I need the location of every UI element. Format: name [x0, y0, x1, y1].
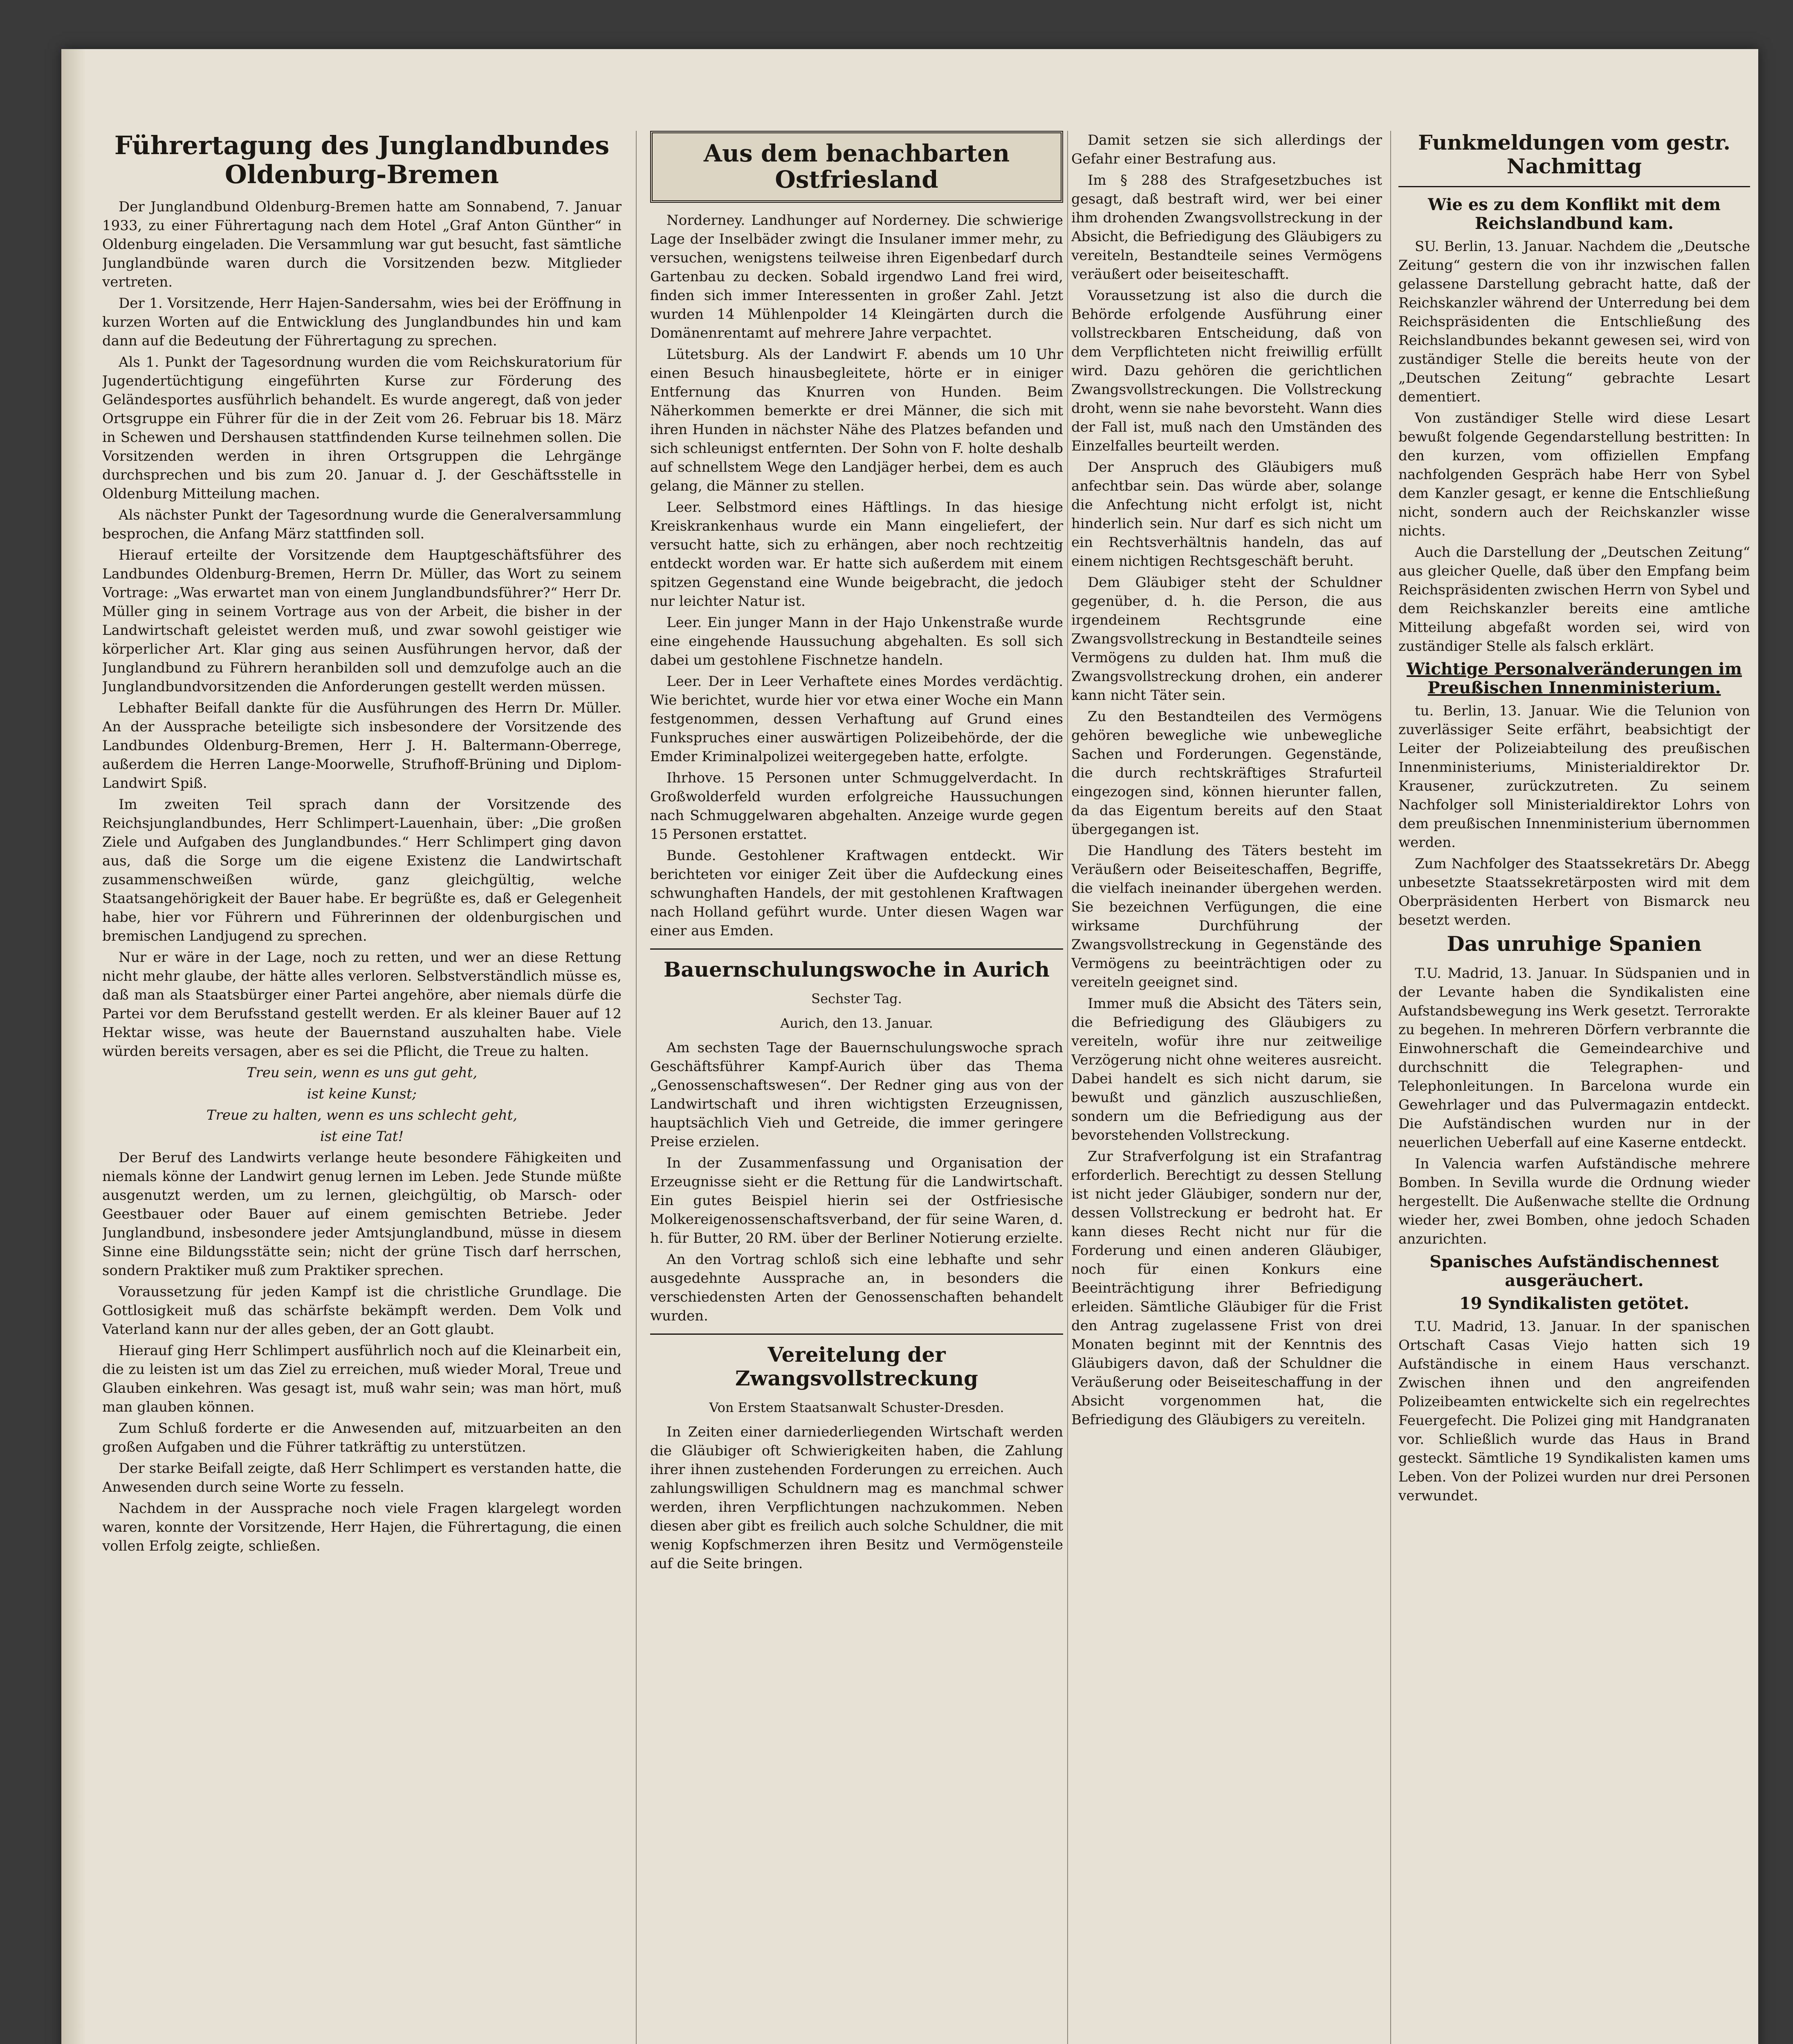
page-spine — [61, 49, 86, 2044]
byline: Von Erstem Staatsanwalt Schuster-Dresden. — [709, 1400, 1004, 1416]
paragraph: T.U. Madrid, 13. Januar. In der spanischen Ortschaft Casas Viejo hatten sich 19 Aufständische in einem Haus verschanzt. Zwischen ihnen und den angreifenden Polizeibeamten entwickelte sich ein regelrechtes Feuergefecht. Die Polizei ging mit Handgranaten vor. Schließlich wurde das Haus in Brand gesteckt. Sämtliche 19 Syndikalisten kamen ums Leben. Von der Polizei wurden nur drei Personen verwundet. — [1398, 1318, 1750, 1504]
paragraph: Leer. Selbstmord eines Häftlings. In das hiesige Kreiskrankenhaus wurde ein Mann eingeliefert, der versucht hatte, sich zu erhängen, aber noch rechtzeitig entdeckt worden war. Er hatte sich außerdem mit einem spitzen Gegenstand eine Wunde beigebracht, die jedoch nur leichter Natur ist. — [650, 499, 1063, 610]
paragraph: Voraussetzung für jeden Kampf ist die christliche Grundlage. Die Gottlosigkeit muß das schärfste bekämpft werden. Dem Volk und Vaterland kann nur der alles geben, der an Gott glaubt. — [102, 1283, 622, 1338]
column-4 — [1398, 131, 1750, 2044]
paragraph: Bunde. Gestohlener Kraftwagen entdeckt. Wir berichteten vor einiger Zeit über die Aufdeckung eines schwunghaften Handels, der mit gestohlenen Kraftwagen nach Holland geführt wurde. Unter diesen Wagen war einer aus Emden. — [650, 847, 1063, 939]
article-title-zwangsvollstreckung: Vereitelung der Zwangsvollstreckung — [735, 1342, 978, 1390]
headline-personal: Wichtige Personalveränderungen im Preußischen Innenministerium. — [1406, 659, 1742, 697]
headline-konflikt: Wie es zu dem Konflikt mit dem Reichslandbund kam. — [1428, 195, 1721, 233]
column-1 — [102, 131, 622, 2044]
paragraph: Nachdem in der Aussprache noch viele Fragen klargelegt worden waren, konnte der Vorsitzende, Herr Hajen, die Führertagung, die einen vollen Erfolg zeigte, schließen. — [102, 1500, 622, 1554]
paragraph: Hierauf ging Herr Schlimpert ausführlich noch auf die Kleinarbeit ein, die zu leisten ist um das Ziel zu erreichen, muß wieder Moral, Treue und Glauben einkehren. Was gesagt ist, muß wahr sein; was man hört, muß man glauben können. — [102, 1342, 622, 1415]
headline-spanien: Das unruhige Spanien — [1447, 932, 1702, 956]
section-title-funkmeldungen: Funkmeldungen vom gestr. Nachmittag — [1418, 131, 1730, 178]
separator — [1398, 186, 1750, 187]
paragraph: Zu den Bestandteilen des Vermögens gehören bewegliche wie unbewegliche Sachen und Forderungen. Gegenstände, die durch rechtskräftiges Strafurteil eingezogen sind, können hierunter fallen, da das Eigentum bereits auf den Staat übergegangen ist. — [1071, 708, 1382, 838]
newspaper-page — [61, 49, 1758, 2044]
paragraph: In Zeiten einer darniederliegenden Wirtschaft werden die Gläubiger oft Schwierigkeiten haben, die Zahlung ihrer ihnen zustehenden Forderungen zu erreichen. Auch zahlungswilligen Schuldnern mag es manchmal schwer werden, ihren Verpflichtungen nachzukommen. Neben diesen aber gibt es freilich auch solche Schuldner, die mit wenig Kopfschmerzen ihren Besitz und Vermögensteile auf die Seite bringen. — [650, 1424, 1063, 1572]
paragraph: Von zuständiger Stelle wird diese Lesart bewußt folgende Gegendarstellung bestritten: In den kurzen, vom offiziellen Empfang nachfolgenden Gespräch habe Herr von Sybel dem Kanzler gesagt, er kenne die Entschließung nicht, sondern auch der Reichskanzler wisse nichts. — [1398, 410, 1750, 539]
verse-line: ist keine Kunst; — [307, 1085, 417, 1102]
verse-line: Treue zu halten, wenn es uns schlecht geht, — [206, 1107, 518, 1123]
paragraph: An den Vortrag schloß sich eine lebhafte und sehr ausgedehnte Aussprache an, in besonders die verschiedensten Arten der Genossenschaften behandelt wurden. — [650, 1251, 1063, 1325]
dateline: Aurich, den 13. Januar. — [780, 1015, 933, 1031]
paragraph: Leer. Der in Leer Verhaftete eines Mordes verdächtig. Wie berichtet, wurde hier vor etwa einer Woche ein Mann festgenommen, dessen Verhaftung auf Grund eines Funkspruches einer auswärtigen Polizeibehörde, der die Emder Kriminalpolizei weitergegeben hatte, erfolgte. — [650, 673, 1063, 765]
section-box-ostfriesland: Aus dem benachbarten Ostfriesland — [650, 131, 1063, 203]
paragraph: Lebhafter Beifall dankte für die Ausführungen des Herrn Dr. Müller. An der Aussprache beteiligte sich insbesondere der Vorsitzende des Landbundes Oldenburg-Bremen, Herr J. H. Baltermann-Oberrege, außerdem die Herren Lange-Moorwelle, Strufhoff-Brüning und Diplom-Landwirt Spiß. — [102, 699, 622, 791]
verse — [102, 1063, 622, 1146]
verse-line: ist eine Tat! — [320, 1128, 404, 1145]
paragraph: SU. Berlin, 13. Januar. Nachdem die „Deutsche Zeitung“ gestern die von ihr inzwischen fallen gelassene Darstellung gebracht hatte, daß der Reichskanzler während der Unterredung bei dem Reichspräsidenten die Entschließung des Reichslandbundes bekannt gewesen sei, wird von zuständiger Stelle die bereits heute von der „Deutschen Zeitung“ gebrachte Lesart dementiert. — [1398, 238, 1750, 405]
paragraph: Norderney. Landhunger auf Norderney. Die schwierige Lage der Inselbäder zwingt die Insulaner immer mehr, zu versuchen, wenigstens teilweise ihren Eigenbedarf durch Gartenbau zu decken. Sobald irgendwo Land frei wird, finden sich immer Interessenten in großer Zahl. Jetzt wurden 14 Mühlenpolder 14 Kleingärten durch die Domänenrentamt auf mehrere Jahre verpachtet. — [650, 212, 1063, 341]
paragraph: Hierauf erteilte der Vorsitzende dem Hauptgeschäftsführer des Landbundes Oldenburg-Bremen, Herrn Dr. Müller, das Wort zu seinem Vortrage: „Was erwartet man von einem Junglandbundsführer?“ Herr Dr. Müller ging in seinem Vortrage aus von der Arbeit, die bisher in der Landwirtschaft geleistet werden muß, und zwar sowohl geistiger wie körperlicher Art. Klar ging aus seinen Ausführungen hervor, daß der Junglandbund zu Führern heranbilden soll und demzufolge auch an die Junglandbundvorsitzenden die Anforderungen gestellt werden müssen. — [102, 547, 622, 695]
paragraph: tu. Berlin, 13. Januar. Wie die Telunion von zuverlässiger Seite erfährt, beabsichtigt der Leiter der Polizeiabteilung des preußischen Innenministeriums, Ministerialdirektor Dr. Krausener, zurückzutreten. Zu seinem Nachfolger soll Ministerialdirektor Lohrs von dem preußischen Innenministerium übernommen werden. — [1398, 703, 1750, 851]
paragraph: Als 1. Punkt der Tagesordnung wurden die vom Reichskuratorium für Jugendertüchtigung eingeführten Kurse zur Förderung des Geländesportes ausführlich behandelt. Es wurde angeregt, daß von jeder Ortsgruppe ein Führer für die in der Zeit vom 26. Februar bis 18. März in Schewen und Dershausen stattfindenden Kurse teilnehmen sollen. Die Vorsitzenden werden in ihren Ortsgruppen die Lehrgänge durchsprechen und bis zum 20. Januar d. J. der Geschäftsstelle in Oldenburg Mitteilung machen. — [102, 354, 622, 502]
paragraph: Damit setzen sie sich allerdings der Gefahr einer Bestrafung aus. — [1071, 132, 1382, 167]
column-rule — [636, 131, 637, 2044]
paragraph: Der starke Beifall zeigte, daß Herr Schlimpert es verstanden hatte, die Anwesenden durch seine Worte zu fesseln. — [102, 1460, 622, 1495]
paragraph: In Valencia warfen Aufständische mehrere Bomben. In Sevilla wurde die Ordnung wieder hergestellt. Die Außenwache stellte die Ordnung wieder her, zwei Bomben, ohne jedoch Schaden anzurichten. — [1398, 1155, 1750, 1247]
paragraph: Zum Schluß forderte er die Anwesenden auf, mitzuarbeiten an den großen Aufgaben und die Führer tatkräftig zu unterstützen. — [102, 1420, 622, 1455]
paragraph: Am sechsten Tage der Bauernschulungswoche sprach Geschäftsführer Kampf-Aurich über das Thema „Genossenschaftswesen“. Der Redner ging aus von der Landwirtschaft und ihren wichtigsten Erzeugnissen, hauptsächlich Vieh und Getreide, die immer geringere Preise erzielen. — [650, 1040, 1063, 1150]
paragraph: Im § 288 des Strafgesetzbuches ist gesagt, daß bestraft wird, wer bei einer ihm drohenden Zwangsvollstreckung in der Absicht, die Befriedigung des Gläubigers zu vereiteln, Bestandteile seines Vermögens veräußert oder beiseiteschafft. — [1071, 172, 1382, 282]
paragraph: Voraussetzung ist also die durch die Behörde erfolgende Ausführung einer vollstreckbaren Entscheidung, daß von dem Verpflichteten nicht freiwillig erfüllt wird. Dazu gehören die gerichtlichen Zwangsvollstreckungen. Die Vollstreckung droht, wenn sie nahe bevorsteht. Wann dies der Fall ist, muß nach den Umständen des Einzelfalles beurteilt werden. — [1071, 287, 1382, 454]
article-title-bauernschulung: Bauernschulungswoche in Aurich — [663, 957, 1050, 982]
paragraph: Zur Strafverfolgung ist ein Strafantrag erforderlich. Berechtigt zu dessen Stellung ist nicht jeder Gläubiger, sondern nur der, dessen Vollstreckung er bedroht hat. Er kann dieses Recht nicht nur für die Forderung und einen anderen Gläubiger, noch für einen Konkurs eine Beeinträchtigung ihrer Befriedigung erleiden. Sämtliche Gläubiger für die Frist den Antrag zugelassene Frist von drei Monaten beginnt mit der Kenntnis des Gläubigers davon, daß der Schuldner die Veräußerung oder Beiseiteschaffung in der Absicht vorgenommen hat, die Befriedigung des Gläubigers zu vereiteln. — [1071, 1148, 1382, 1428]
paragraph: T.U. Madrid, 13. Januar. In Südspanien und in der Levante haben die Syndikalisten eine Aufstandsbewegung ins Werk gesetzt. Terrorakte zu begehen. In mehreren Dörfern verbrannte die Einwohnerschaft die Gemeindearchive und durchschnitt die Telegraphen- und Telephonleitungen. In Barcelona wurde ein Gewehrlager und das Pulvermagazin entdeckt. Die Aufständischen wurden nur in der neuerlichen Ueberfall auf eine Kaserne entdeckt. — [1398, 965, 1750, 1151]
paragraph: Ihrhove. 15 Personen unter Schmuggelverdacht. In Großwolderfeld wurden erfolgreiche Haussuchungen nach Schmuggelwaren abgehalten. Anzeige wurde gegen 15 Personen erstattet. — [650, 769, 1063, 843]
paragraph: Der Beruf des Landwirts verlange heute besondere Fähigkeiten und niemals könne der Landwirt genug lernen im Leben. Jede Stunde müßte ausgenutzt werden, um zu lernen, gleichgültig, ob Marsch- oder Geestbauer oder Bauer auf einem gemischten Betriebe. Jeder Junglandbund, insbesondere jeder Amtsjunglandbund, müsse in diesem Sinne eine Bildungsstätte sein; nicht der grüne Tisch darf herrschen, sondern Praktiker muß zum Praktiker sprechen. — [102, 1149, 622, 1279]
separator — [650, 948, 1063, 950]
paragraph: Zum Nachfolger des Staatssekretärs Dr. Abegg unbesetzte Staatssekretärposten wird mit dem Oberpräsidenten Herbert von Bismarck neu besetzt werden. — [1398, 856, 1750, 928]
paragraph: Auch die Darstellung der „Deutschen Zeitung“ aus gleicher Quelle, daß über den Empfang beim Reichspräsidenten zwischen Herrn von Sybel und dem Reichskanzler bereits eine amtliche Mitteilung abgefaßt worden sei, wird von zuständiger Stelle als falsch erklärt. — [1398, 544, 1750, 654]
paragraph: In der Zusammenfassung und Organisation der Erzeugnisse sieht er die Rettung für die Landwirtschaft. Ein gutes Beispiel hierin sei der Ostfriesische Molkereigenossenschaftsverband, der für seine Waren, d. h. für Butter, 20 RM. über der Berliner Notierung erzielte. — [650, 1155, 1063, 1247]
paragraph: Dem Gläubiger steht der Schuldner gegenüber, d. h. die Person, die aus irgendeinem Rechtsgrunde eine Zwangsvollstreckung in Bestandteile seines Vermögens zu dulden hat. Ihm muß die Zwangsvollstreckung drohen, ein anderer kann nicht Täter sein. — [1071, 574, 1382, 704]
paragraph: Der Junglandbund Oldenburg-Bremen hatte am Sonnabend, 7. Januar 1933, zu einer Führertagung nach dem Hotel „Graf Anton Günther“ in Oldenburg eingeladen. Die Versammlung war gut besucht, fast sämtliche Junglandbünde waren durch die Vorsitzenden bezw. Mitglieder vertreten. — [102, 198, 622, 290]
paragraph: Der 1. Vorsitzende, Herr Hajen-Sandersahm, wies bei der Eröffnung in kurzen Worten auf die Entwicklung des Junglandbundes hin und kam dann auf die Bedeutung der Führertagung zu sprechen. — [102, 295, 622, 349]
column-rule — [1067, 131, 1068, 2044]
headline-syndikalisten: 19 Syndikalisten getötet. — [1459, 1293, 1690, 1313]
paragraph: Immer muß die Absicht des Täters sein, die Befriedigung des Gläubigers zu vereiteln, wofür ihre nur zeitweilige Verzögerung nicht ohne weiteres ausreicht. Dabei handelt es sich nicht darum, sie bewußt und gänzlich auszuschließen, sondern um die Befriedigung aus der bevorstehenden Vollstreckung. — [1071, 995, 1382, 1143]
column-rule — [1390, 131, 1391, 2044]
column-3 — [1071, 131, 1382, 2044]
column-2 — [650, 131, 1063, 2044]
verse-line: Treu sein, wenn es uns gut geht, — [246, 1064, 478, 1081]
paragraph: Nur er wäre in der Lage, noch zu retten, und wer an diese Rettung nicht mehr glaube, der hätte alles verloren. Selbstverständlich müsse es, daß man als Staatsbürger einer Partei angehöre, aber niemals dürfe die Partei vor dem Berufsstand gestellt werden. Er als kleiner Bauer auf 12 Hektar wisse, was heute der Bauernstand auszuhalten habe. Viele würden bereits versagen, aber es sei die Pflicht, die Treue zu halten. — [102, 949, 622, 1060]
paragraph: Lütetsburg. Als der Landwirt F. abends um 10 Uhr einen Besuch hinausbegleitete, hörte er in einiger Entfernung das Knurren von Hunden. Beim Näherkommen bemerkte er drei Männer, die sich mit ihren Hunden in nächster Nähe des Platzes befanden und sich schleunigst entfernten. Der Sohn von F. holte deshalb auf schnellstem Wege den Landjäger herbei, dem es auch gelang, die Männer zu stellen. — [650, 346, 1063, 494]
paragraph: Im zweiten Teil sprach dann der Vorsitzende des Reichsjunglandbundes, Herr Schlimpert-Lauenhain, über: „Die großen Ziele und Aufgaben des Junglandbundes.“ Herr Schlimpert ging davon aus, daß die Sorge um die eigene Existenz die Landwirtschaft zusammenschweißen würde, ganz gleichgültig, welche Staatsangehörigkeit der Bauer habe. Er begrüßte es, daß er Gelegenheit habe, hier vor Führern und Führerinnen der oldenburgischen und bremischen Landjugend zu sprechen. — [102, 796, 622, 944]
paragraph: Als nächster Punkt der Tagesordnung wurde die Generalversammlung besprochen, die Anfang März stattfinden soll. — [102, 507, 622, 542]
paragraph: Leer. Ein junger Mann in der Hajo Unkenstraße wurde eine eingehende Haussuchung abgehalten. Es soll sich dabei um gestohlene Fischnetze handeln. — [650, 614, 1063, 668]
headline-aufstaendische: Spanisches Aufständischennest ausgeräuchert. — [1429, 1252, 1719, 1290]
article-title-fuehrertagung: Führertagung des Junglandbundes Oldenburg-Bremen — [114, 131, 610, 190]
paragraph: Der Anspruch des Gläubigers muß anfechtbar sein. Das würde aber, solange die Anfechtung nicht erfolgt ist, nicht hinderlich sein. Nur darf es sich nicht um ein Rechtsverhältnis handeln, das auf einem nichtigen Rechtsgeschäft beruht. — [1071, 459, 1382, 569]
article-subtitle: Sechster Tag. — [811, 991, 902, 1007]
paragraph: Die Handlung des Täters besteht im Veräußern oder Beiseiteschaffen, Begriffe, die vielfach ineinander übergehen werden. Sie bezeichnen Verfügungen, die eine wirksame Durchführung der Zwangsvollstreckung in Gegenstände des Vermögens zu beeinträchtigen oder zu vereiteln geeignet sind. — [1071, 843, 1382, 991]
separator — [650, 1334, 1063, 1335]
